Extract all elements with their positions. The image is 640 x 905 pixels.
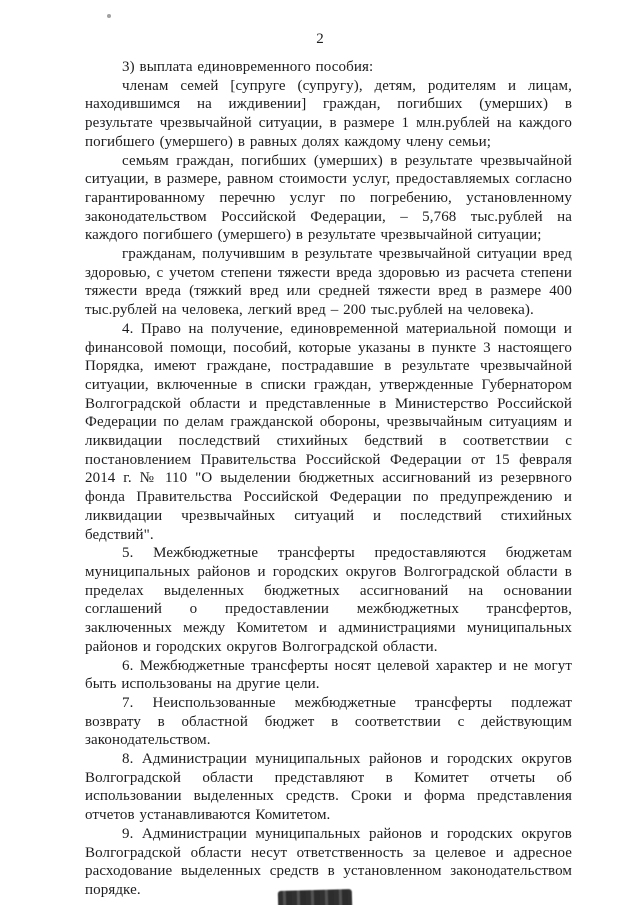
paragraph-point-6: 6. Межбюджетные трансферты носят целевой характер и не могут быть использованы на другие цели. (85, 657, 572, 693)
paragraph-family-members: членам семей [супруге (супругу), детям, родителям и лицам, находившимся на иждивении] граждан, погибших (умерших) в результате чрезвычайной ситуации, в размере 1 млн.рублей на каждого погибшего (умершего) в равных долях каждому члену семьи; (85, 77, 572, 150)
scan-artifact-smudge (278, 889, 352, 905)
paragraph-burial-services: семьям граждан, погибших (умерших) в результате чрезвычайной ситуации, в размере, равном стоимости услуг, предоставляемых согласно гарантированному перечню услуг по погребению, установленному законодательством Российской Федерации, – 5,768 тыс.рублей на каждого погибшего (умершего) в результате чрезвычайной ситуации; (85, 152, 572, 244)
paragraph-point-8: 8. Администрации муниципальных районов и городских округов Волгоградской области представляют в Комитет отчеты об использовании выделенных средств. Сроки и форма представления отчетов устанавливаются Комитетом. (85, 751, 572, 824)
scan-artifact-dot (107, 14, 111, 18)
paragraph-point-9: 9. Администрации муниципальных районов и городских округов Волгоградской области несут ответственность за целевое и адресное расходование выделенных средств в установленном законодательством порядке. (85, 825, 572, 898)
page-number: 2 (316, 31, 324, 47)
paragraph-health-damage: гражданам, получившим в результате чрезвычайной ситуации вред здоровью, с учетом степени тяжести вреда здоровью из расчета степени тяжести вреда (тяжкий вред или средней тяжести вред в размере 400 тыс.рублей на человека, легкий вред – 200 тыс.рублей на человека). (85, 246, 572, 319)
paragraph-point-4: 4. Право на получение, единовременной материальной помощи и финансовой помощи, пособий, которые указаны в пункте 3 настоящего Порядка, имеют граждане, пострадавшие в результате чрезвычайной ситуации, включенные в списки граждан, утвержденные Губернатором Волгоградской области и представленные в Министерство Российской Федерации по делам гражданской обороны, чрезвычайным ситуациям и ликвидации последствий стихийных бедствий в соответствии с постановлением Правительства Российской Федерации от 15 февраля 2014 г. № 110 "О выделении бюджетных ассигнований из резервного фонда Правительства Российской Федерации по предупреждению и ликвидации чрезвычайных ситуаций и последствий стихийных бедствий". (85, 320, 572, 543)
paragraph-list-item: 3) выплата единовременного пособия: (122, 59, 374, 75)
paragraph-point-5: 5. Межбюджетные трансферты предоставляются бюджетам муниципальных районов и городских округов Волгоградской области в пределах выделенных бюджетных ассигнований на основании соглашений о предоставлении межбюджетных трансфертов, заключенных между Комитетом и администрациями муниципальных районов и городских округов Волгоградской области. (85, 545, 572, 655)
paragraph-point-7: 7. Неиспользованные межбюджетные трансферты подлежат возврату в областной бюджет в соответствии с действующим законодательством. (85, 694, 572, 749)
document-body (85, 58, 572, 900)
